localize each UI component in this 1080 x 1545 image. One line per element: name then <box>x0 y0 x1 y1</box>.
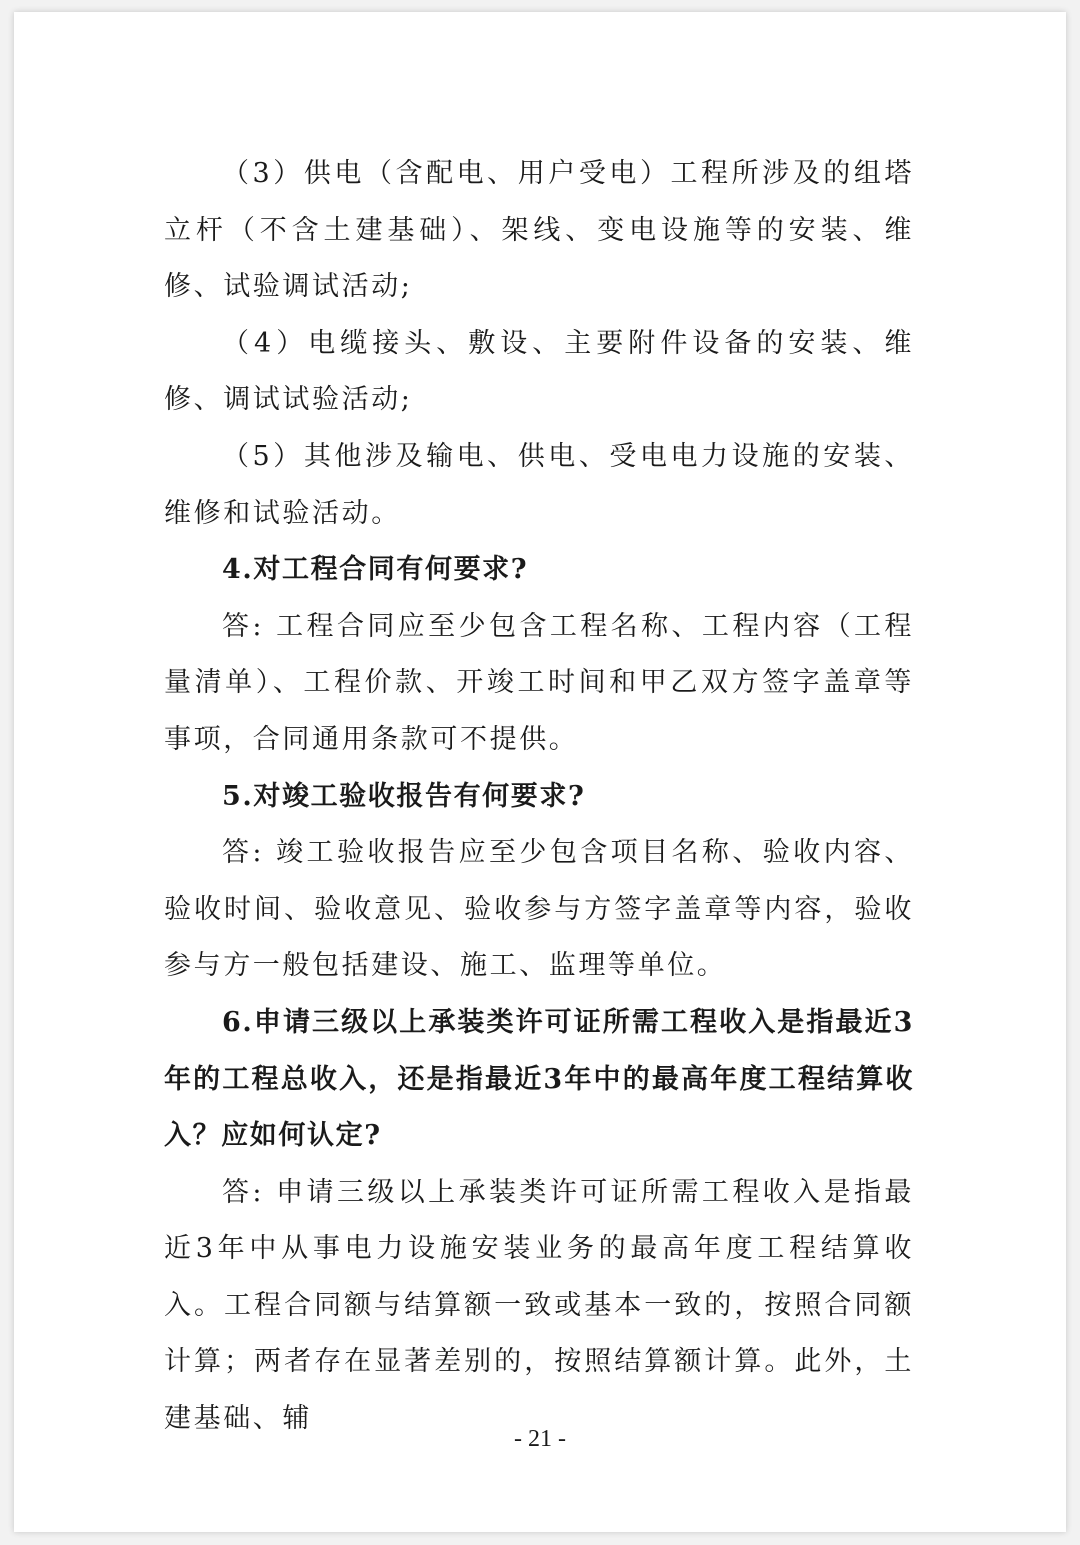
answer-4-paragraph: 答: 工程合同应至少包含工程名称、工程内容（工程量清单）、工程价款、开竣工时间和甲乙双方签字盖章等事项，合同通用条款可不提供。 <box>164 610 914 755</box>
question-6-heading: 6.申请三级以上承装类许可证所需工程收入是指最近3年的工程总收入，还是指最近3年中的最高年度工程结算收入？应如何认定? <box>164 1006 914 1152</box>
item-4-paragraph: （4）电缆接头、敷设、主要附件设备的安装、维修、调试试验活动; <box>164 327 914 416</box>
answer-6-paragraph: 答: 申请三级以上承装类许可证所需工程收入是指最近3年中从事电力设施安装业务的最高年度工程结算收入。工程合同额与结算额一致或基本一致的，按照合同额计算；两者存在显著差别的，按照结算额计算。此外，土建基础、辅 <box>164 1176 914 1435</box>
item-5-paragraph: （5）其他涉及输电、供电、受电电力设施的安装、维修和试验活动。 <box>164 440 914 529</box>
question-4-heading: 4.对工程合同有何要求? <box>222 554 529 586</box>
answer-5-paragraph: 答: 竣工验收报告应至少包含项目名称、验收内容、验收时间、验收意见、验收参与方签字盖章等内容，验收参与方一般包括建设、施工、监理等单位。 <box>164 837 914 982</box>
question-5-heading: 5.对竣工验收报告有何要求? <box>222 780 586 812</box>
document-body <box>164 146 914 1448</box>
page-number: - 21 - <box>514 1426 566 1452</box>
item-3-paragraph: （3）供电（含配电、用户受电）工程所涉及的组塔立杆（不含土建基础）、架线、变电设施等的安装、维修、试验调试活动; <box>164 158 914 303</box>
